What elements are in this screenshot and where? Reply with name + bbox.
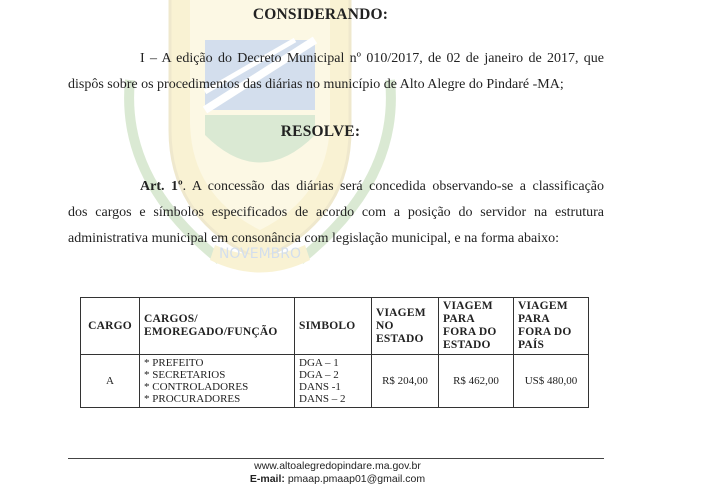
header-v1-line-2: NO [376, 319, 394, 332]
footer-divider [68, 458, 604, 459]
header-viagem-estado [372, 298, 439, 355]
header-v2-line-4: ESTADO [443, 339, 491, 351]
article-line-2: dos cargos e símbolos especificados de acordo com a posição do servidor na estrutura [68, 205, 604, 220]
article-label: Art. 1º [140, 179, 183, 194]
header-funcao-line-1: CARGOS/ [144, 313, 198, 325]
cell-valor-estado: R$ 204,00 [372, 355, 439, 408]
simbolo-item: DGA – 1 [299, 357, 339, 369]
footer-email-value: pmaap.pmaap01@gmail.com [287, 473, 426, 485]
funcao-item: * PROCURADORES [144, 393, 241, 405]
header-viagem-fora-pais [514, 298, 589, 355]
footer-email-label: E-mail: [249, 473, 285, 485]
header-cargo: CARGO [81, 298, 140, 355]
cell-simbolos [295, 355, 372, 408]
header-v2-line-3: FORA DO [443, 326, 497, 338]
resolve-heading: RESOLVE: [280, 123, 361, 140]
header-v3-line-3: FORA DO [518, 326, 572, 338]
diarias-table [80, 297, 589, 408]
header-viagem-fora-estado [439, 298, 514, 355]
funcao-item: * SECRETARIOS [144, 369, 226, 381]
cell-valor-fora-estado: R$ 462,00 [439, 355, 514, 408]
article-paragraph [68, 174, 604, 252]
article-line-1-text: . A concessão das diárias será concedida observando-se a classificação [182, 179, 605, 194]
header-v2-line-1: VIAGEM [443, 300, 493, 312]
considerando-line-2: dispôs sobre os procedimentos das diárias no município de Alto Alegre do Pindaré -MA; [68, 77, 564, 92]
cell-funcoes [140, 355, 295, 408]
article-line-1 [68, 174, 604, 200]
svg-text:NOVEMBRO: NOVEMBRO [218, 246, 302, 262]
header-v3-line-2: PARA [518, 313, 550, 325]
funcao-item: * CONTROLADORES [144, 381, 249, 393]
header-funcao-line-2: EMOREGADO/FUNÇÃO [144, 326, 278, 338]
header-v3-line-4: PAÍS [518, 339, 545, 351]
header-v1-line-1: VIAGEM [376, 306, 426, 319]
considerando-line-1: I – A edição do Decreto Municipal nº 010/2017, de 02 de janeiro de 2017, que [140, 51, 604, 66]
simbolo-item: DANS -1 [299, 381, 341, 393]
header-v3-line-1: VIAGEM [518, 300, 568, 312]
considerando-heading: CONSIDERANDO: [252, 6, 389, 23]
header-simbolo: SIMBOLO [295, 298, 372, 355]
table-row [81, 355, 589, 408]
simbolo-item: DANS – 2 [299, 393, 346, 405]
header-funcao [140, 298, 295, 355]
table-header-row [81, 298, 589, 355]
considerando-paragraph [68, 46, 604, 98]
header-v2-line-2: PARA [443, 313, 475, 325]
funcao-item: * PREFEITO [144, 357, 204, 369]
simbolo-item: DGA – 2 [299, 369, 339, 381]
article-line-3: administrativa municipal em consonância com legislação municipal, e na forma abaixo: [68, 231, 559, 246]
footer-email [0, 473, 675, 485]
cell-valor-fora-pais: US$ 480,00 [514, 355, 589, 408]
header-v1-line-3: ESTADO [376, 332, 424, 345]
cell-cargo: A [81, 355, 140, 408]
footer-website: www.altoalegredopindare.ma.gov.br [254, 460, 421, 472]
